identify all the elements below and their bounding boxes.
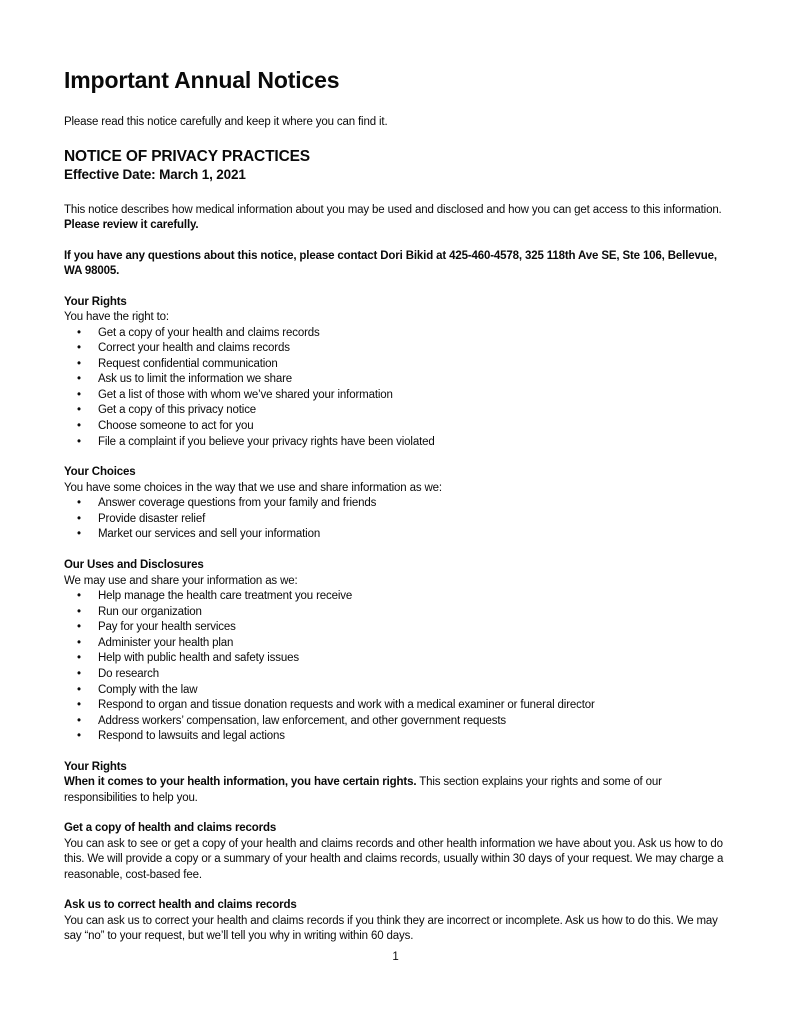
list-item: • Market our services and sell your information [64,527,729,543]
bullet-list [64,326,729,451]
list-item: • Help manage the health care treatment you receive [64,589,729,605]
list-item: • Run our organization [64,605,729,621]
list-item: • Choose someone to act for you [64,419,729,435]
list-item: • Do research [64,667,729,683]
list-item: • Answer coverage questions from your family and friends [64,496,729,512]
section-heading: Our Uses and Disclosures [64,559,204,572]
list-item: • Respond to organ and tissue donation requests and work with a medical examiner or funeral director [64,698,729,714]
description-bold-text: Please review it carefully. [64,219,199,231]
list-item: • Get a list of those with whom we’ve shared your information [64,388,729,404]
list-item: • Request confidential communication [64,357,729,373]
section-uses-disclosures [64,558,729,745]
intro-text: Please read this notice carefully and keep it where you can find it. [64,116,388,128]
page-number: 1 [392,951,399,963]
section-your-rights-detail [64,760,729,807]
list-item: • Provide disaster relief [64,512,729,528]
section-get-copy-records [64,821,729,883]
list-item: • File a complaint if you believe your privacy rights have been violated [64,435,729,451]
notice-heading: NOTICE OF PRIVACY PRACTICES [64,147,310,165]
list-item: • Comply with the law [64,683,729,699]
section-body-text: You can ask us to correct your health and claims records if you think they are incorrect or incomplete. Ask us how to do this. We may say “no” to your request, but we’ll tell you why in writing within 60 days. [64,914,718,943]
section-intro: We may use and share your information as we: [64,574,298,587]
description-regular-text: This notice describes how medical information about you may be used and disclosed and how you can get access to this information. [64,203,722,216]
description-paragraph [64,203,729,234]
lead-regular-text: This section explains your rights and some of our responsibilities to help you. [64,776,662,804]
section-heading: Your Choices [64,466,136,479]
section-heading: Your Rights [64,760,127,773]
bullet-list [64,589,729,745]
notice-header [64,147,729,184]
lead-bold-text: When it comes to your health information, you have certain rights. [64,776,417,789]
section-heading: Get a copy of health and claims records [64,822,277,835]
section-intro: You have some choices in the way that we use and share information as we: [64,481,442,494]
document-title: Important Annual Notices [64,67,340,93]
list-item: • Pay for your health services [64,620,729,636]
list-item: • Ask us to limit the information we share [64,372,729,388]
list-item: • Address workers’ compensation, law enforcement, and other government requests [64,714,729,730]
section-intro: You have the right to: [64,311,169,323]
list-item: • Administer your health plan [64,636,729,652]
bullet-list [64,496,729,543]
list-item: • Help with public health and safety issues [64,651,729,667]
section-lead-paragraph [64,775,729,806]
contact-paragraph: If you have any questions about this notice, please contact Dori Bikid at 425-460-4578, 325 118th Ave SE, Ste 106, Bellevue, WA 98005. [64,249,717,277]
list-item: • Get a copy of your health and claims records [64,326,729,342]
list-item: • Correct your health and claims records [64,341,729,357]
section-your-rights-list [64,295,729,451]
effective-date: Effective Date: March 1, 2021 [64,166,246,182]
list-item: • Respond to lawsuits and legal actions [64,729,729,745]
section-your-choices [64,465,729,543]
section-body-text: You can ask to see or get a copy of your health and claims records and other health information we have about you. Ask us how to do this. We will provide a copy or a summary of your health and claims records, usually within 30 days of your request. We may charge a reasonable, cost-based fee. [64,837,724,881]
section-heading: Your Rights [64,295,127,308]
list-item: • Get a copy of this privacy notice [64,403,729,419]
section-heading: Ask us to correct health and claims records [64,899,297,912]
section-correct-records [64,898,729,945]
